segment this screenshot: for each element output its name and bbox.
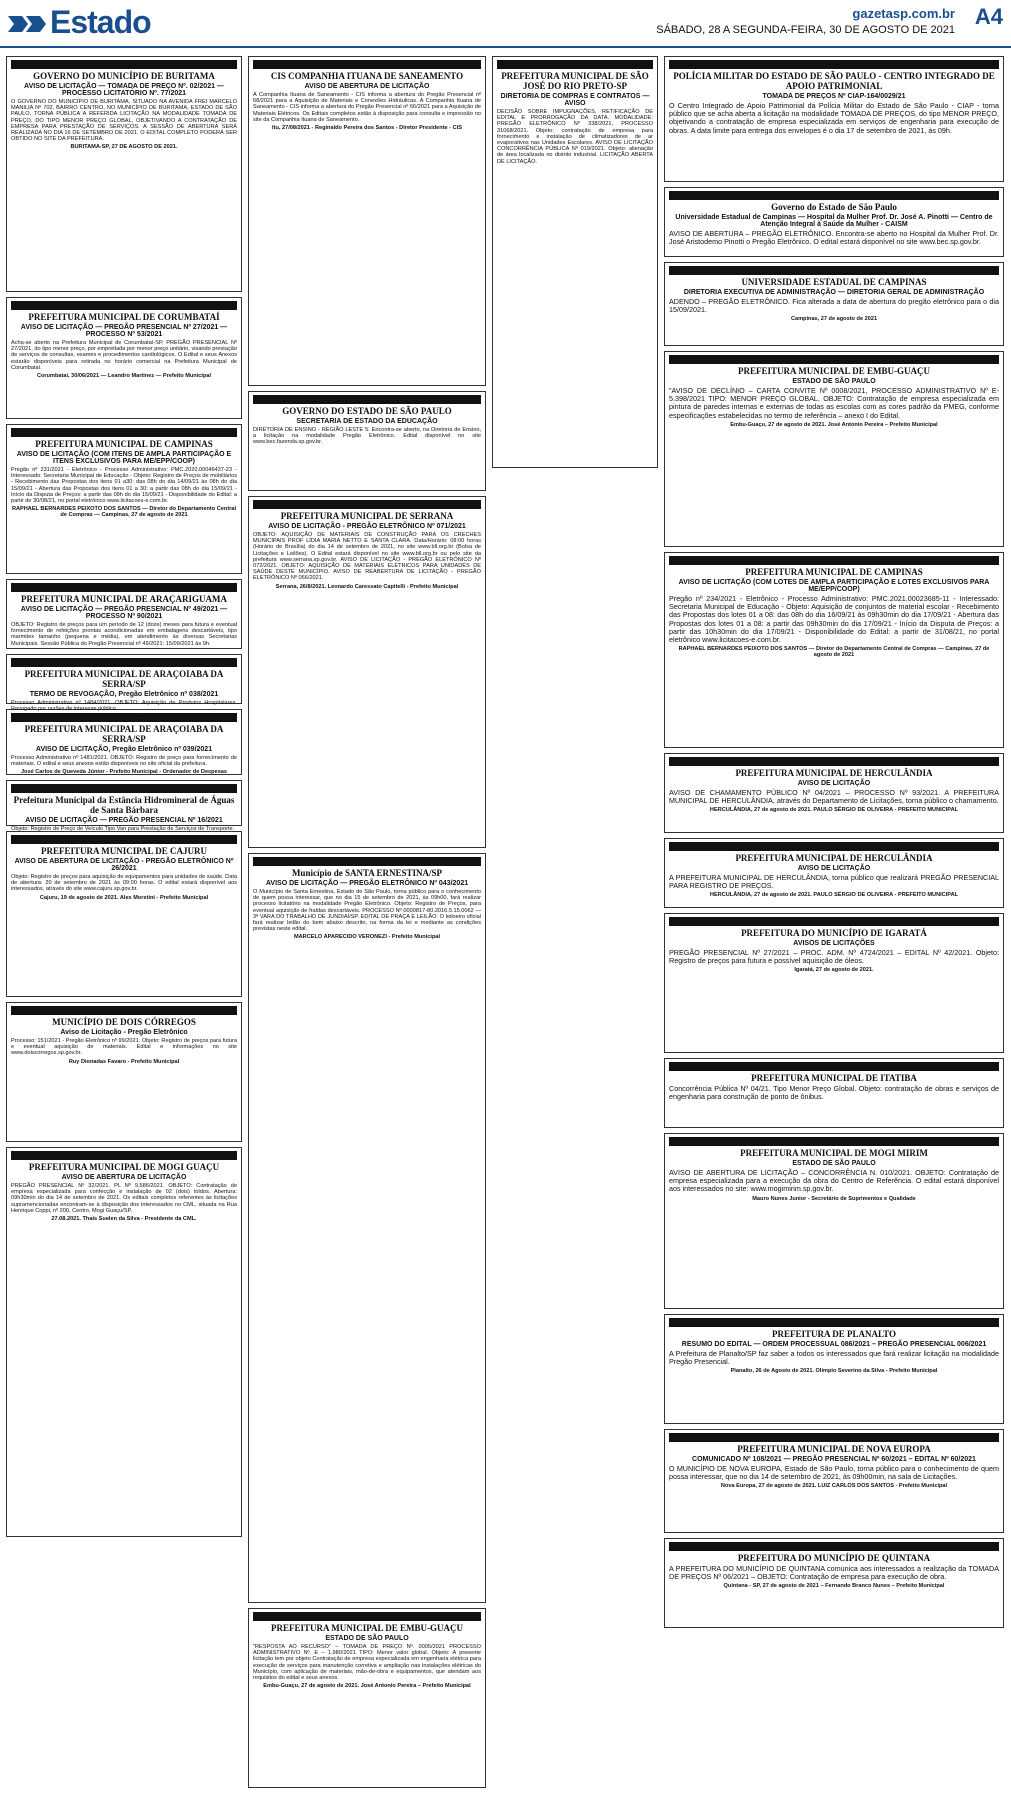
notice-title: Governo do Estado de São Paulo [771, 202, 897, 212]
notice-rule [253, 500, 481, 509]
notice-subtitle: AVISO DE ABERTURA DE LICITAÇÃO [304, 83, 430, 90]
notice-subtitle: AVISO DE LICITAÇÃO (COM ITENS DE AMPLA PARTICIPAÇÃO E ITENS EXCLUSIVOS PARA ME/EPP/COOP) [16, 451, 232, 465]
notice-body: A Prefeitura de Planalto/SP faz saber a todos os interessados que fará realizar licitação na modalidade Pregão Presencial. [669, 1349, 999, 1367]
notice-title: Prefeitura Municipal da Estância Hidromineral de Águas de Santa Bárbara [13, 795, 235, 815]
notice-signature: RAPHAEL BERNARDES PEIXOTO DOS SANTOS — Diretor do Departamento Central de Compras — Campinas, 27 de agosto de 2021 [11, 506, 237, 519]
notice-title: PREFEITURA MUNICIPAL DE EMBU-GUAÇU [270, 1623, 464, 1633]
notice-subtitle: COMUNICADO Nº 108/2021 — PREGÃO PRESENCIAL Nº 60/2021 – EDITAL Nº 60/2021 [692, 1456, 976, 1463]
legal-notice [492, 56, 658, 468]
notice-title: PREFEITURA MUNICIPAL DE SERRANA [280, 511, 454, 521]
legal-notice [664, 1314, 1004, 1424]
site-url[interactable]: gazetasp.com.br [852, 6, 955, 21]
legal-notice [248, 1608, 486, 1788]
notice-rule [669, 266, 999, 275]
notice-rule [11, 428, 237, 437]
legal-notice [664, 187, 1004, 257]
legal-notice [248, 853, 486, 1603]
legal-notice [664, 262, 1004, 346]
notice-signature: Corumbataí, 30/06/2021 — Leandro Martinez — Prefeito Municipal [36, 373, 212, 380]
notice-rule [11, 583, 237, 592]
notice-body: Pregão nº 234/2021 - Eletrônico - Processo Administrativo: PMC.2021.00023685-11 - Interessado: Secretaria Municipal de Educação - Objeto: Aquisição de conjuntos de material escolar - Recebimento das Propostas dos lotes 01 a 08: das 08h do dia 16/09/21 às 09h30min do dia 17/09/21 - Abertura das Propostas dos lotes 01 a 08: a partir das 09h30min do dia 17/09/21 - Início da Disputa de Preços: a partir das 10h30min do dia 17/09/21 - Disponibilidade do Edital: a partir de 31/08/21, no portal eletrônico www.licitacoes-e.com.br. [669, 594, 999, 645]
notice-subtitle: AVISO DE LICITAÇÃO (COM LOTES DE AMPLA PARTICIPAÇÃO E LOTES EXCLUSIVOS PARA ME/EPP/COOP) [678, 579, 990, 593]
notice-rule [253, 60, 481, 69]
notice-signature: Quintana - SP, 27 de agosto de 2021 – Fernando Branco Nunes – Prefeito Municipal [723, 1583, 945, 1590]
notice-body: A Companhia Ituana de Saneamento - CIS informa a abertura do Pregão Presencial nº 68/2021 para a Aquisição de Materiais e Conexões Hidráulicas. A Companhia Ituana de Saneamento - CIS informa a abertura do Pregão Presencial nº 66/2021 para a Aquisição de Materiais Elétricos. Os Editais completos estão à disposição para consulta e impressão no site da Companhia Ituana de Saneamento. [253, 92, 481, 123]
legal-notice [664, 56, 1004, 182]
notice-title: PREFEITURA MUNICIPAL DE ARAÇARIGUAMA [20, 594, 228, 604]
brand-title: Estado [50, 4, 151, 40]
notice-rule [11, 1151, 237, 1160]
notice-title: GOVERNO DO MUNICÍPIO DE BURITAMA [33, 71, 215, 81]
notice-signature: Cajuru, 19 de agosto de 2021. Alex Moretini - Prefeito Municipal [39, 894, 209, 901]
notice-subtitle: AVISO DE LICITAÇÃO — PREGÃO ELETRÔNICO Nº 043/2021 [265, 880, 469, 887]
notice-subtitle: AVISO DE LICITAÇÃO, Pregão Eletrônico nº 039/2021 [35, 746, 213, 753]
notice-rule [669, 1318, 999, 1327]
legal-notice [6, 579, 242, 649]
notice-body: DIRETORIA DE ENSINO - REGIÃO LESTE 5. Encontra-se aberto, na Diretoria de Ensino, a licitação na modalidade Pregão Eletrônico. Edital disponível no site www.bec.fazenda.sp.gov.br. [253, 427, 481, 446]
notice-signature: Embu-Guaçu, 27 de agosto de 2021. José Antonio Pereira – Prefeito Municipal [730, 421, 938, 428]
notice-subtitle: AVISO DE LICITAÇÃO — TOMADA DE PREÇO Nº. 02/2021 — PROCESSO LICITATÓRIO Nº. 77/2021 [24, 83, 224, 97]
notice-title: PREFEITURA MUNICIPAL DE EMBU-GUAÇU [737, 366, 931, 376]
notice-body: OBJETO: Registro de preços para um período de 12 (doze) meses para futura e eventual fornecimento de refeições prontas acondicionadas em embalagens descartáveis, tipo marmitex tamanho (pequena e média), em atendimento às diversas Secretarias Municipais. Sessão Pública do Pregão Presencial nº 49/2021: 15/09/2021 às 9h. [11, 622, 237, 647]
notice-signature: Embu-Guaçu, 27 de agosto de 2021. José Antonio Pereira – Prefeito Municipal [263, 1683, 471, 1690]
notice-body: Processo: 151/2021 - Pregão Eletrônico nº 99/2021. Objeto: Registro de preços para futura e eventual aquisição de materiais. Edital e informações no site www.doiscorregos.sp.gov.br. [11, 1038, 237, 1057]
notice-signature: Nova Europa, 27 de agosto de 2021. LUIZ CARLOS DOS SANTOS - Prefeito Municipal [720, 1483, 948, 1490]
notice-signature: Itu, 27/08/2021 - Reginaldo Pereira dos Santos - Diretor Presidente - CIS [272, 125, 462, 132]
legal-notice [248, 56, 486, 386]
notice-signature: Igaratá, 27 de agosto de 2021. [794, 967, 874, 974]
notice-body: ADENDO – PREGÃO ELETRÔNICO. Fica alterada a data de abertura do pregão eletrônico para o dia 15/09/2021. [669, 297, 999, 315]
notice-body: AVISO DE CHAMAMENTO PÚBLICO Nº 04/2021 – PROCESSO Nº 93/2021. A PREFEITURA MUNICIPAL DE HERCULÂNDIA, através do Departamento de Licitações, torna público o chamamento. [669, 788, 999, 806]
notice-subtitle: AVISO DE LICITAÇÃO — PREGÃO PRESENCIAL Nº 49/2021 — PROCESSO Nº 90/2021 [20, 606, 228, 620]
notice-subtitle: ESTADO DE SÃO PAULO [325, 1635, 409, 1642]
legal-notice [664, 1133, 1004, 1309]
legal-notice [664, 753, 1004, 833]
column-3 [492, 56, 658, 473]
legal-notice [6, 297, 242, 419]
notice-signature: HERCULÂNDIA, 27 de agosto de 2021. PAULO SÉRGIO DE OLIVEIRA - PREFEITO MUNICIPAL [709, 892, 959, 899]
column-2 [248, 56, 486, 1793]
notice-body: Objeto: Registro de Preço de Veículo Tipo Van para Prestação de Serviços de Transporte. [11, 826, 235, 832]
notice-rule [253, 1612, 481, 1621]
notice-subtitle: Universidade Estadual de Campinas — Hospital da Mulher Prof. Dr. José A. Pinotti — Centro de Atenção Integral à Saúde da Mulher - CAISM [675, 214, 993, 228]
notice-body: AVISO DE ABERTURA DE LICITAÇÃO – CONCORRÊNCIA N. 010/2021. OBJETO: Contratação de empresa especializada para a execução da obra do Centro de Referência. O edital estará disponível aos interessados no site: www.mogimirim.sp.gov.br. [669, 1168, 999, 1194]
notice-signature: Campinas, 27 de agosto de 2021 [790, 316, 878, 323]
brand-arrows-icon [8, 14, 48, 34]
notice-title: PREFEITURA MUNICIPAL DE CAJURU [40, 846, 208, 856]
notice-body: O Município de Santa Ernestina, Estado de São Paulo, torna público para o conhecimento de quem possa interessar, que no dia 15 de setembro de 2021, às 09h00, fará realizar processo licitatório na modalidade Pregão Eletrônico. Objeto: Registro de Preços, para eventual aquisição de fraldas descartáveis. PROCESSO Nº 0000817-80.2016.5.15.0062 — 3ª VARA DO TRABALHO DE JUNDIAÍ/SP. EDITAL DE PRAÇA E LEILÃO. O leiloeiro oficial fará realizar leilão do bem abaixo descrito, na forma da lei e mediante as condições previstas neste edital. [253, 889, 481, 933]
notice-rule [253, 395, 481, 404]
notice-title: PREFEITURA DO MUNICÍPIO DE QUINTANA [737, 1553, 931, 1563]
notice-title: PREFEITURA DO MUNICÍPIO DE IGARATÁ [741, 928, 927, 938]
notice-title: PREFEITURA MUNICIPAL DE CAMPINAS [35, 439, 213, 449]
notice-title: PREFEITURA MUNICIPAL DE CORUMBATAÍ [28, 312, 220, 322]
notice-rule [11, 835, 237, 844]
notice-rule [253, 857, 481, 866]
notice-rule [669, 842, 999, 851]
notice-title: Município de SANTA ERNESTINA/SP [291, 868, 443, 878]
notice-subtitle: RESUMO DO EDITAL — ORDEM PROCESSUAL 086/2021 – PREGÃO PRESENCIAL 006/2021 [681, 1341, 987, 1348]
notice-rule [669, 1137, 999, 1146]
notice-rule [669, 556, 999, 565]
notice-body: O MUNICÍPIO DE NOVA EUROPA, Estado de São Paulo, torna público para o conhecimento de quem possa interessar, que no dia 14 de setembro de 2021, às 09h00min, na sala de Licitações. [669, 1464, 999, 1482]
notice-body: O GOVERNO DO MUNICÍPIO DE BURITAMA, SITUADO NA AVENIDA FREI MARCELO MANILIA Nº 702, BAIRRO CENTRO, NO MUNICÍPIO DE BURITAMA, ESTADO DE SÃO PAULO, TORNA PÚBLICA A REFERIDA LICITAÇÃO NA MODALIDADE TOMADA DE PREÇO, DO TIPO MENOR PREÇO GLOBAL, OBJETIVANDO A CONTRATAÇÃO DE EMPRESA PARA PRESTAÇÃO DE SERVIÇOS. A SESSÃO DE ABERTURA SERÁ REALIZADA NO DIA 16 DE SETEMBRO DE 2021. O EDITAL COMPLETO PODERÁ SER OBTIDO NO SITE DA PREFEITURA. [11, 99, 237, 143]
notice-signature: Mauro Nunes Junior - Secretário de Suprimentos e Qualidade [752, 1195, 916, 1202]
notice-body: OBJETO: AQUISIÇÃO DE MATERIAIS DE CONSTRUÇÃO PARA OS CRECHES MUNICIPAIS PROF LÍDIA MARIA NETTO E SANTA CLARA. Data/Horário: 08:00 horas (Horário de Brasília) do dia 14 de setembro de 2021, no site www.bll.org.br (Bolsa de Licitações e Leilões). O Edital estará disponível no site www.bll.org.br ou pelo site da prefeitura www.serrana.sp.gov.br. AVISO DE LICITAÇÃO - PREGÃO ELETRÔNICO Nº 072/2021. OBJETO: AQUISIÇÃO DE MATERIAIS ELÉTRICOS PARA UNIDADES DE SAÚDE DESTE MUNICÍPIO. AVISO DE REABERTURA DE LICITAÇÃO - PREGÃO ELETRÔNICO Nº 066/2021. [253, 532, 481, 582]
notice-title: PREFEITURA DE PLANALTO [771, 1329, 897, 1339]
notice-title: PREFEITURA MUNICIPAL DE ITATIBA [751, 1073, 917, 1083]
notice-rule [11, 301, 237, 310]
notice-body: "AVISO DE DECLÍNIO – CARTA CONVITE Nº 0008/2021, PROCESSO ADMINISTRATIVO Nº E-5.398/2021 TIPO: MENOR PREÇO GLOBAL. OBJETO: Contratação de empresa especializada em pintura de paredes internas e externas de todas as escolas com as cores padrão da PMEG, conforme especificações estabelecidas no termo de referência – anexo I do Edital. [669, 386, 999, 420]
notice-body: Objeto: Registro de preços para aquisição de equipamentos para unidades de saúde. Data de abertura: 20 de setembro de 2021 às 09:00 horas. O edital estará disponível aos interessados, através do site www.cajuru.sp.gov.br. [11, 874, 237, 893]
notice-subtitle: DIRETORIA EXECUTIVA DE ADMINISTRAÇÃO — DIRETORIA GERAL DE ADMINISTRAÇÃO [683, 289, 985, 296]
notice-body: Processo Administrativo nº 1481/2021. OBJETO: Registro de preço para fornecimento de materiais. O edital e seus anexos estão disponíveis no site oficial da prefeitura. [11, 755, 237, 768]
notice-subtitle: Aviso de Licitação - Pregão Eletrônico [60, 1029, 188, 1036]
notice-rule [11, 658, 237, 667]
notice-subtitle: TOMADA DE PREÇOS Nº CIAP-164/0029/21 [762, 93, 906, 100]
notice-title: PREFEITURA MUNICIPAL DE ARAÇOIABA DA SERRA/SP [24, 669, 224, 689]
notice-rule [669, 1542, 999, 1551]
notice-title: PREFEITURA MUNICIPAL DE HERCULÂNDIA [735, 768, 933, 778]
notice-rule [11, 784, 237, 793]
notice-subtitle: AVISO DE LICITAÇÃO - PREGÃO ELETRÔNICO Nº 071/2021 [268, 523, 466, 530]
notice-signature: RAPHAEL BERNARDES PEIXOTO DOS SANTOS — Diretor do Departamento Central de Compras — Campinas, 27 de agosto de 2021 [678, 646, 990, 659]
notice-rule [669, 917, 999, 926]
notice-body: Processo Administrativo nº 1484/2021. OBJETO: Aquisição de Produtos Hospitalares. Revogado por razões de interesse público. [11, 700, 237, 713]
legal-notice [664, 1538, 1004, 1628]
notice-body: AVISO DE ABERTURA – PREGÃO ELETRÔNICO. Encontra-se aberto no Hospital da Mulher Prof. Dr. José Aristodemo Pinotti o Pregão Eletrônico. O edital estará disponível no site www.bec.sp.gov.br. [669, 229, 999, 247]
legal-notice [664, 351, 1004, 547]
notice-signature: Planalto, 26 de Agosto de 2021. Olímpio Severino da Silva - Prefeito Municipal [730, 1368, 938, 1375]
notice-rule [669, 1433, 999, 1442]
legal-notice [248, 391, 486, 491]
notice-rule [497, 60, 653, 69]
notice-rule [11, 60, 237, 69]
notice-title: PREFEITURA MUNICIPAL DE NOVA EUROPA [737, 1444, 931, 1454]
legal-notice [664, 913, 1004, 1053]
notice-body: A PREFEITURA MUNICIPAL DE HERCULÂNDIA, torna público que realizará PREGÃO PRESENCIAL PARA REGISTRO DE PREÇOS. [669, 873, 999, 891]
dateline: SÁBADO, 28 A SEGUNDA-FEIRA, 30 DE AGOSTO DE 2021 [656, 24, 955, 36]
notice-signature: José Carlos de Queveda Júnior - Prefeito Municipal - Ordenador de Despesas [20, 769, 228, 776]
notice-rule [669, 757, 999, 766]
notice-subtitle: AVISO DE LICITAÇÃO [797, 865, 871, 872]
notice-subtitle: ESTADO DE SÃO PAULO [792, 1160, 876, 1167]
legal-notice [248, 496, 486, 848]
legal-notice [664, 1058, 1004, 1128]
notice-title: MUNICÍPIO DE DOIS CÓRREGOS [52, 1017, 196, 1027]
legal-notice [664, 838, 1004, 908]
notice-subtitle: AVISO DE LICITAÇÃO [797, 780, 871, 787]
legal-notice [664, 552, 1004, 748]
notice-body: PREGÃO PRESENCIAL Nº 27/2021 – PROC. ADM. Nº 4724/2021 – EDITAL Nº 42/2021. Objeto: Registro de preços para futura e possível aquisição de óleos. [669, 948, 999, 966]
notice-title: CIS COMPANHIA ITUANA DE SANEAMENTO [270, 71, 464, 81]
notice-signature: José Carlos de Queveda Júnior - Prefeito Municipal [55, 714, 193, 721]
notice-body: A PREFEITURA DO MUNICÍPIO DE QUINTANA comunica aos interessados a realização da TOMADA DE PREÇOS Nº 06/2021 – OBJETO: Contratação de empresa para execução de obra. [669, 1564, 999, 1582]
notice-signature: BURITAMA-SP, 27 DE AGOSTO DE 2021. [70, 144, 178, 151]
notice-signature: HERCULÂNDIA, 27 de agosto de 2021. PAULO SÉRGIO DE OLIVEIRA - PREFEITO MUNICIPAL [709, 807, 959, 814]
notice-subtitle: AVISO DE LICITAÇÃO — PREGÃO PRESENCIAL Nº 27/2021 — PROCESSO Nº 53/2021 [20, 324, 228, 338]
notice-title: PREFEITURA MUNICIPAL DE CAMPINAS [745, 567, 923, 577]
notice-body: Pregão nº 231/2021 - Eletrônico - Processo Administrativo: PMC.2020.00046437-23 - Interessado: Secretaria Municipal de Educação - Objeto: Registro de Preços de mobiliários - Recebimento das Propostas dos itens 01 a30: das 08h do dia 14/09/21 às 08h do dia 15/09/21 - Abertura das Propostas dos itens 01 a 30: a partir das 08h do dia 15/09/21 - Início da Disputa de Preços: a partir das 09h do dia 15/09/21 - Disponibilidade do Edital: a partir de 30/08/21, no portal eletrônico www.licitacoes-e.com.br. [11, 467, 237, 505]
legal-notice [664, 1429, 1004, 1533]
notice-body: O Centro Integrado de Apoio Patrimonial da Polícia Militar do Estado de São Paulo - CIAP - torna público que se acha aberta a licitação na modalidade TOMADA DE PREÇOS, do tipo MENOR PREÇO, objetivando a contratação de empresa especializada em serviços de engenharia para execução de obras. A data limite para entrega dos envelopes é o dia 17 de setembro de 2021, às 09h. [669, 101, 999, 135]
notice-subtitle: DIRETORIA DE COMPRAS E CONTRATOS — AVISO [500, 93, 650, 107]
page-number: A4 [974, 4, 1003, 29]
notice-body: DECISÃO SOBRE IMPUGNAÇÕES, RETIFICAÇÃO DE EDITAL E PRORROGAÇÃO DA DATA. MODALIDADE: PREGÃO ELETRÔNICO Nº 338/2021, PROCESSO 31068/2021. Objeto: contratação de empresa para fornecimento e instalação de climatizadores de ar evaporativos nas Unidades Escolares. AVISO DE LICITAÇÃO CONCORRÊNCIA PÚBLICA Nº 019/2021. Objeto: alienação de área localizada no distrito industrial. LICITAÇÃO ABERTA DE LICITAÇÃO. [497, 109, 653, 165]
notice-body: "RESPOSTA AO RECURSO" – TOMADA DE PREÇO Nº. 0005/2021 PROCESSO ADMINISTRATIVO Nº. E – 1.980/2021 TIPO: Menor valor global. Objeto: A presente licitação tem por objeto Contratação de empresa especializada em engenharia elétrica para execução de serviços para manutenção corretiva e ampliação nas instalações elétricas do Município, com aplicação de materiais, mão-de-obra e equipamentos, que atendam aos requisitos do edital e seus anexos. [253, 1644, 481, 1682]
notice-subtitle: ESTADO DE SÃO PAULO [792, 378, 876, 385]
notice-title: PREFEITURA MUNICIPAL DE MOGI MIRIM [740, 1148, 928, 1158]
legal-notice [6, 780, 242, 832]
column-1 [6, 56, 242, 1542]
notice-subtitle: SECRETARIA DE ESTADO DA EDUCAÇÃO [296, 418, 438, 425]
notice-body: Acha-se aberto na Prefeitura Municipal de Corumbataí-SP, PREGÃO PRESENCIAL Nº 27/2021, do tipo menor preço, por empreitada por menor preço unitário, visando prestação de serviços de consultas, exames e procedimentos cardiológicos. O Edital e seus Anexos estarão disponíveis para retirada no horário comercial na Prefeitura Municipal de Corumbataí. [11, 340, 237, 371]
notice-signature: Ruy Dionadas Favaro - Prefeito Municipal [68, 1058, 180, 1065]
notice-rule [669, 355, 999, 364]
notice-rule [669, 191, 999, 200]
notice-subtitle: AVISO DE ABERTURA DE LICITAÇÃO - PREGÃO ELETRÔNICO Nº 26/2021 [14, 858, 234, 872]
notice-title: POLÍCIA MILITAR DO ESTADO DE SÃO PAULO - CENTRO INTEGRADO DE APOIO PATRIMONIAL [673, 71, 995, 91]
notice-rule [669, 60, 999, 69]
notice-subtitle: AVISO DE LICITAÇÃO — PREGÃO PRESENCIAL Nº 16/2021 [25, 817, 223, 824]
notice-subtitle: TERMO DE REVOGAÇÃO, Pregão Eletrônico nº 038/2021 [29, 691, 219, 698]
legal-notice [6, 831, 242, 997]
notice-title: UNIVERSIDADE ESTADUAL DE CAMPINAS [741, 277, 927, 287]
legal-notice [6, 424, 242, 574]
notice-title: PREFEITURA MUNICIPAL DE HERCULÂNDIA [735, 853, 933, 863]
legal-notice [6, 56, 242, 292]
notice-title: GOVERNO DO ESTADO DE SÃO PAULO [282, 406, 452, 416]
notice-body: Concorrência Pública Nº 04/21. Tipo Menor Preço Global. Objeto: contratação de obras e serviços de engenharia para construção de ponto de ônibus. [669, 1084, 999, 1102]
newspaper-header [0, 0, 1011, 48]
legal-notice [6, 1002, 242, 1142]
legal-notice [6, 654, 242, 721]
notice-subtitle: AVISO DE ABERTURA DE LICITAÇÃO [61, 1174, 187, 1181]
notice-signature: MARCELO APARECIDO VERONEZI - Prefeito Municipal [293, 934, 441, 941]
notice-subtitle: AVISOS DE LICITAÇÕES [793, 940, 875, 947]
notice-body: PREGÃO PRESENCIAL Nº 32/2021. PL Nº 9.586/2021. OBJETO: Contratação de empresa especializada para confecção e instalação de 02 (dois) toldos. Abertura: 09h30min do dia 14 de setembro de 2021. Os editais completos referentes às licitações supramencionadas encontram-se à disposição dos interessados no CML, situada na Rua Henrique Coppi, nº 200, Centro, Mogi Guaçu/SP. [11, 1183, 237, 1214]
notice-signature: Serrana, 26/8/2021. Leonardo Caressato Capitelli - Prefeito Municipal [275, 583, 459, 590]
notice-title: PREFEITURA MUNICIPAL DE ARAÇOIABA DA SERRA/SP [24, 724, 224, 744]
notice-signature: 27.08.2021. Thaís Suelen da Silva - Presidente da CML. [51, 1216, 197, 1223]
column-4 [664, 56, 1004, 1633]
notice-rule [669, 1062, 999, 1071]
legal-notice [6, 1147, 242, 1537]
notice-title: PREFEITURA MUNICIPAL DE SÃO JOSÉ DO RIO PRETO-SP [501, 71, 649, 91]
notice-title: PREFEITURA MUNICIPAL DE MOGI GUAÇU [28, 1162, 220, 1172]
notice-rule [11, 1006, 237, 1015]
